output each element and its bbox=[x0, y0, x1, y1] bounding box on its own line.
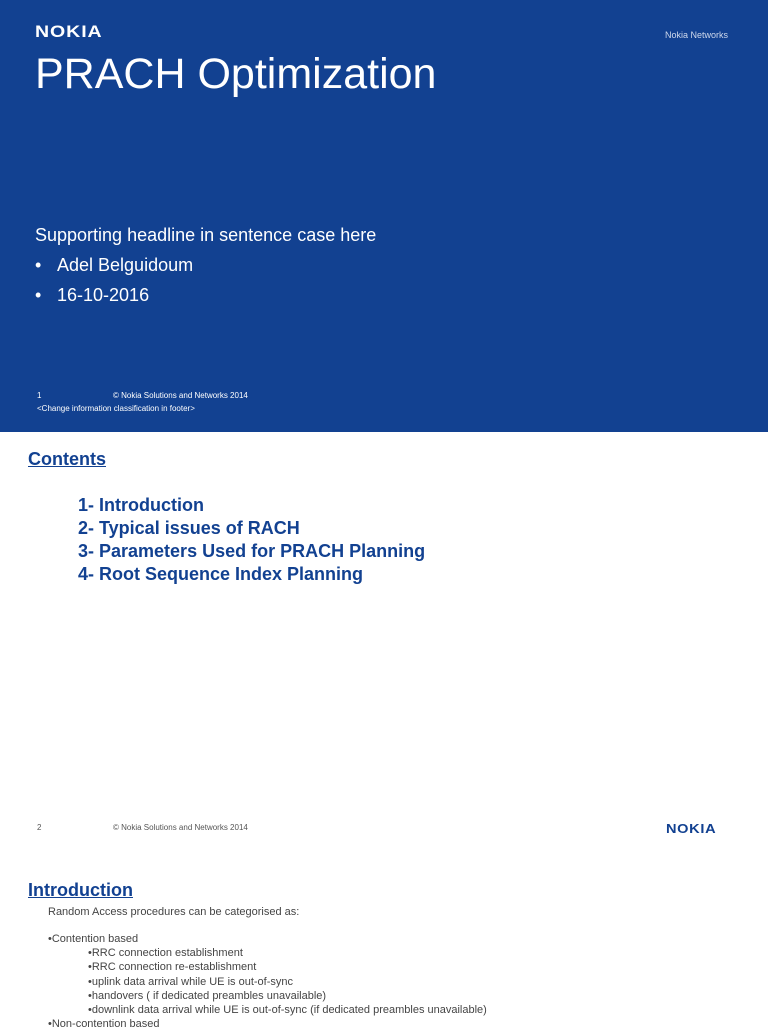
slide-number: 2 bbox=[37, 823, 42, 832]
list-item: •RRC connection re-establishment bbox=[88, 961, 257, 974]
contents-list bbox=[78, 494, 425, 586]
list-item: •downlink data arrival while UE is out-of-sync (if dedicated preambles unavailable) bbox=[88, 1004, 487, 1017]
contents-item: 1- Introduction bbox=[78, 495, 204, 515]
author-date-list bbox=[35, 255, 193, 315]
nokia-logo: NOKIA bbox=[35, 22, 103, 41]
presentation-date: 16-10-2016 bbox=[57, 285, 150, 305]
contents-item: 2- Typical issues of RACH bbox=[78, 518, 300, 538]
title-slide bbox=[0, 0, 768, 432]
copyright-text: © Nokia Solutions and Networks 2014 bbox=[113, 391, 248, 400]
bullet-icon: • bbox=[35, 285, 42, 305]
contention-label: •Contention based bbox=[48, 933, 139, 945]
introduction-heading: Introduction bbox=[28, 880, 133, 900]
supporting-headline: Supporting headline in sentence case here bbox=[35, 225, 377, 245]
noncontention-label: •Non-contention based bbox=[48, 1018, 160, 1031]
bullet-icon: • bbox=[35, 255, 42, 275]
contents-slide bbox=[0, 432, 768, 864]
contents-item: 4- Root Sequence Index Planning bbox=[78, 564, 364, 584]
copyright-text: © Nokia Solutions and Networks 2014 bbox=[113, 823, 248, 832]
slide-title: PRACH Optimization bbox=[35, 50, 437, 98]
slide-number: 1 bbox=[37, 391, 42, 400]
list-item: •RRC connection establishment bbox=[88, 947, 243, 960]
introduction-slide bbox=[0, 864, 768, 1031]
nokia-logo: NOKIA bbox=[666, 821, 717, 836]
list-item: •handovers ( if dedicated preambles unavailable) bbox=[88, 989, 327, 1002]
access-categories bbox=[48, 932, 487, 1031]
list-item: •uplink data arrival while UE is out-of-sync bbox=[88, 975, 293, 988]
contents-item: 3- Parameters Used for PRACH Planning bbox=[78, 541, 426, 561]
author-name: Adel Belguidoum bbox=[57, 255, 194, 275]
contents-heading: Contents bbox=[28, 449, 106, 469]
classification-text: <Change information classification in footer> bbox=[37, 404, 195, 413]
date-item bbox=[35, 285, 193, 315]
intro-text: Random Access procedures can be categorised as: bbox=[48, 906, 300, 918]
nokia-networks-label: Nokia Networks bbox=[664, 30, 728, 40]
author-item bbox=[35, 255, 193, 285]
